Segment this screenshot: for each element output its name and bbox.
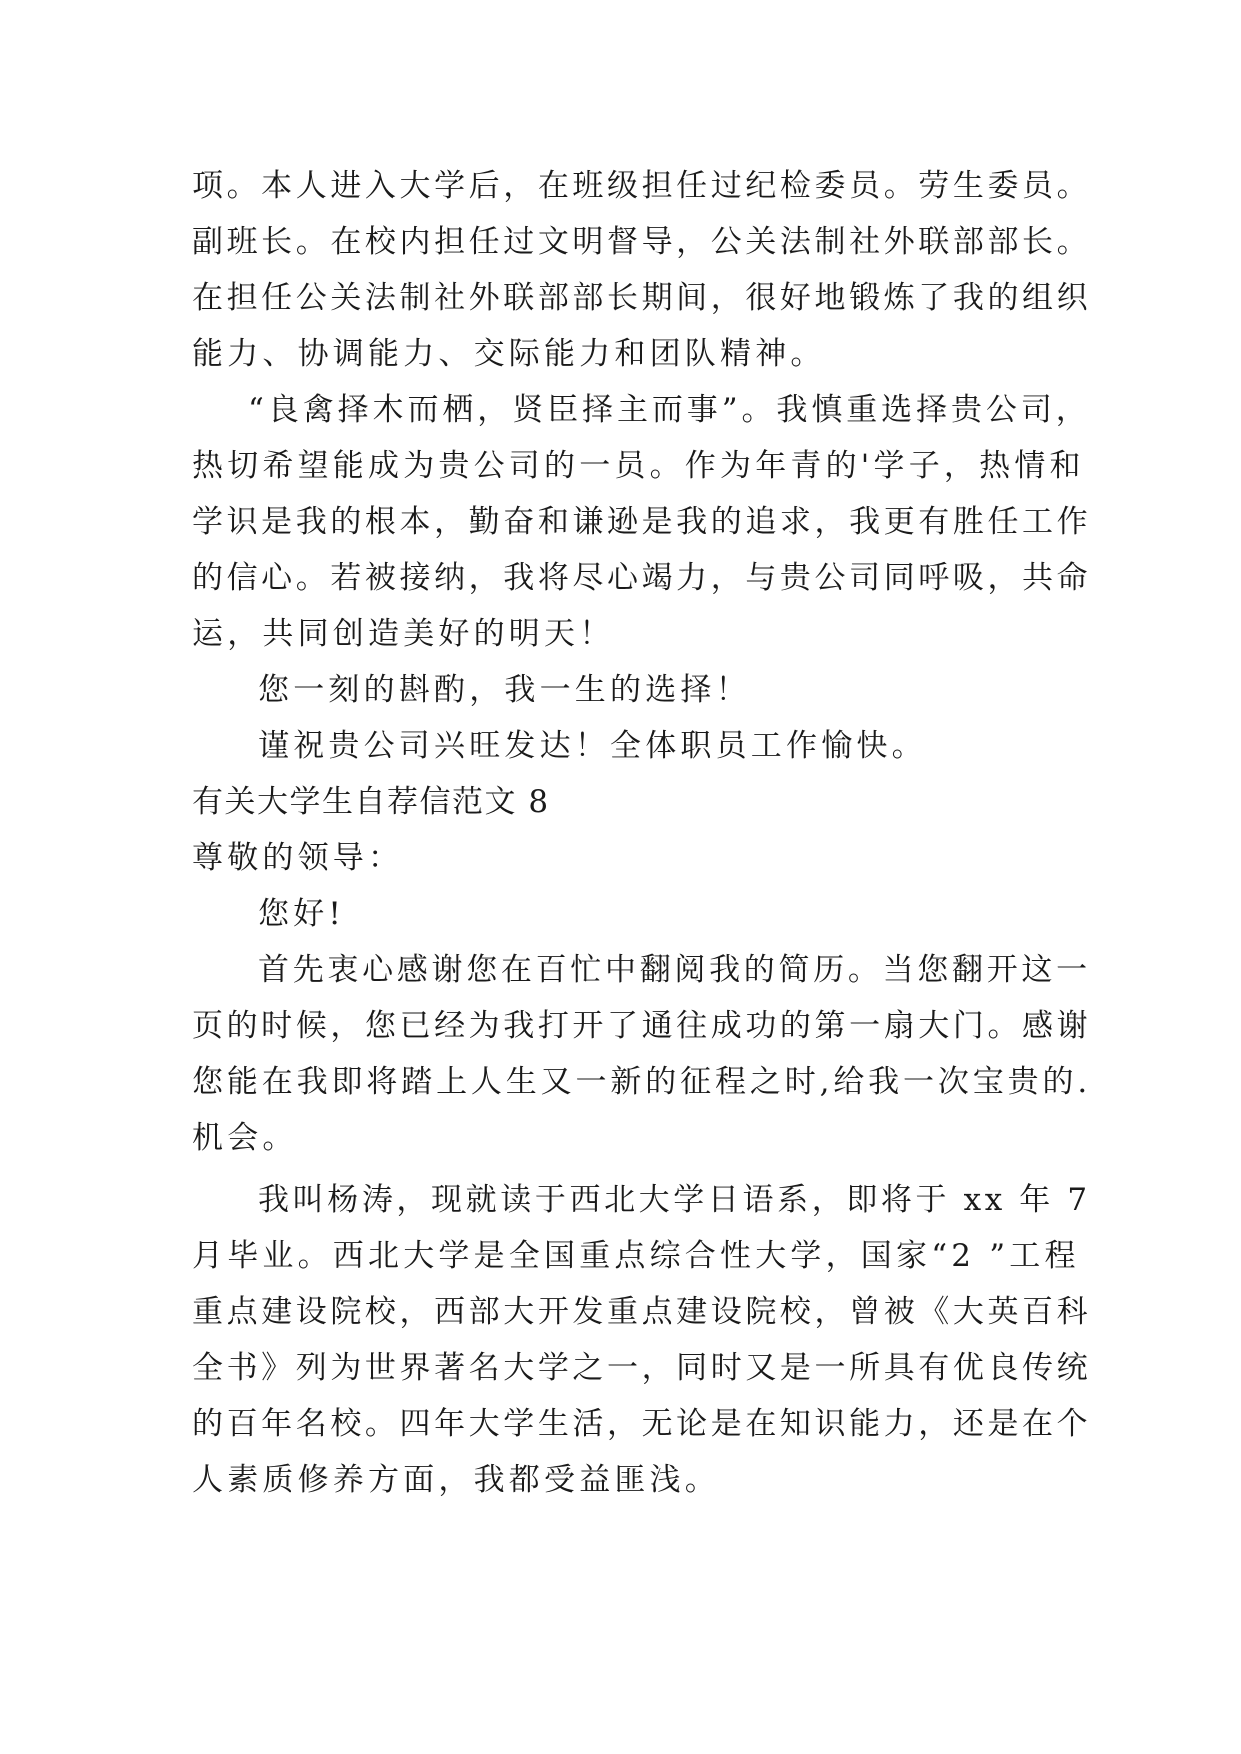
paragraph-line: “良禽择木而栖，贤臣择主而事”。我慎重选择贵公司， [248,392,1091,428]
paragraph-line: 运，共同创造美好的明天！ [192,616,615,652]
paragraph-line: 月毕业。西北大学是全国重点综合性大学，国家“2 ”工程 [192,1238,1080,1274]
paragraph-line: 全书》列为世界著名大学之一，同时又是一所具有优良传统 [192,1350,1092,1386]
paragraph-line: 我叫杨涛，现就读于西北大学日语系，即将于 xx 年 7 [258,1182,1091,1218]
paragraph-line: 页的时候，您已经为我打开了通往成功的第一扇大门。感谢 [192,1008,1092,1044]
paragraph-line: 在担任公关法制社外联部部长期间，很好地锻炼了我的组织 [192,280,1092,316]
greeting: 您好! [258,896,346,932]
paragraph-line: 重点建设院校，西部大开发重点建设院校，曾被《大英百科 [192,1294,1092,1330]
paragraph-line: 您一刻的斟酌，我一生的选择！ [258,672,751,708]
paragraph-line: 人素质修养方面，我都受益匪浅。 [192,1462,720,1498]
paragraph-line: 您能在我即将踏上人生又一新的征程之时,给我一次宝贵的. [192,1064,1092,1100]
salutation: 尊敬的领导： [192,840,404,876]
paragraph-line: 谨祝贵公司兴旺发达！全体职员工作愉快。 [258,728,927,764]
paragraph-line: 能力、协调能力、交际能力和团队精神。 [192,336,826,372]
paragraph-line: 首先衷心感谢您在百忙中翻阅我的简历。当您翻开这一 [258,952,1091,988]
section-heading: 有关大学生自荐信范文 8 [192,784,550,820]
paragraph-line: 的信心。若被接纳，我将尽心竭力，与贵公司同呼吸，共命 [192,560,1092,596]
paragraph-line: 学识是我的根本，勤奋和谦逊是我的追求，我更有胜任工作 [192,504,1092,540]
paragraph-line: 热切希望能成为贵公司的一员。作为年青的'学子，热情和 [192,448,1085,484]
paragraph-line: 副班长。在校内担任过文明督导，公关法制社外联部部长。 [192,224,1092,260]
paragraph-line: 项。本人进入大学后，在班级担任过纪检委员。劳生委员。 [192,168,1092,204]
paragraph-line: 机会。 [192,1120,298,1156]
paragraph-line: 的百年名校。四年大学生活，无论是在知识能力，还是在个 [192,1406,1092,1442]
